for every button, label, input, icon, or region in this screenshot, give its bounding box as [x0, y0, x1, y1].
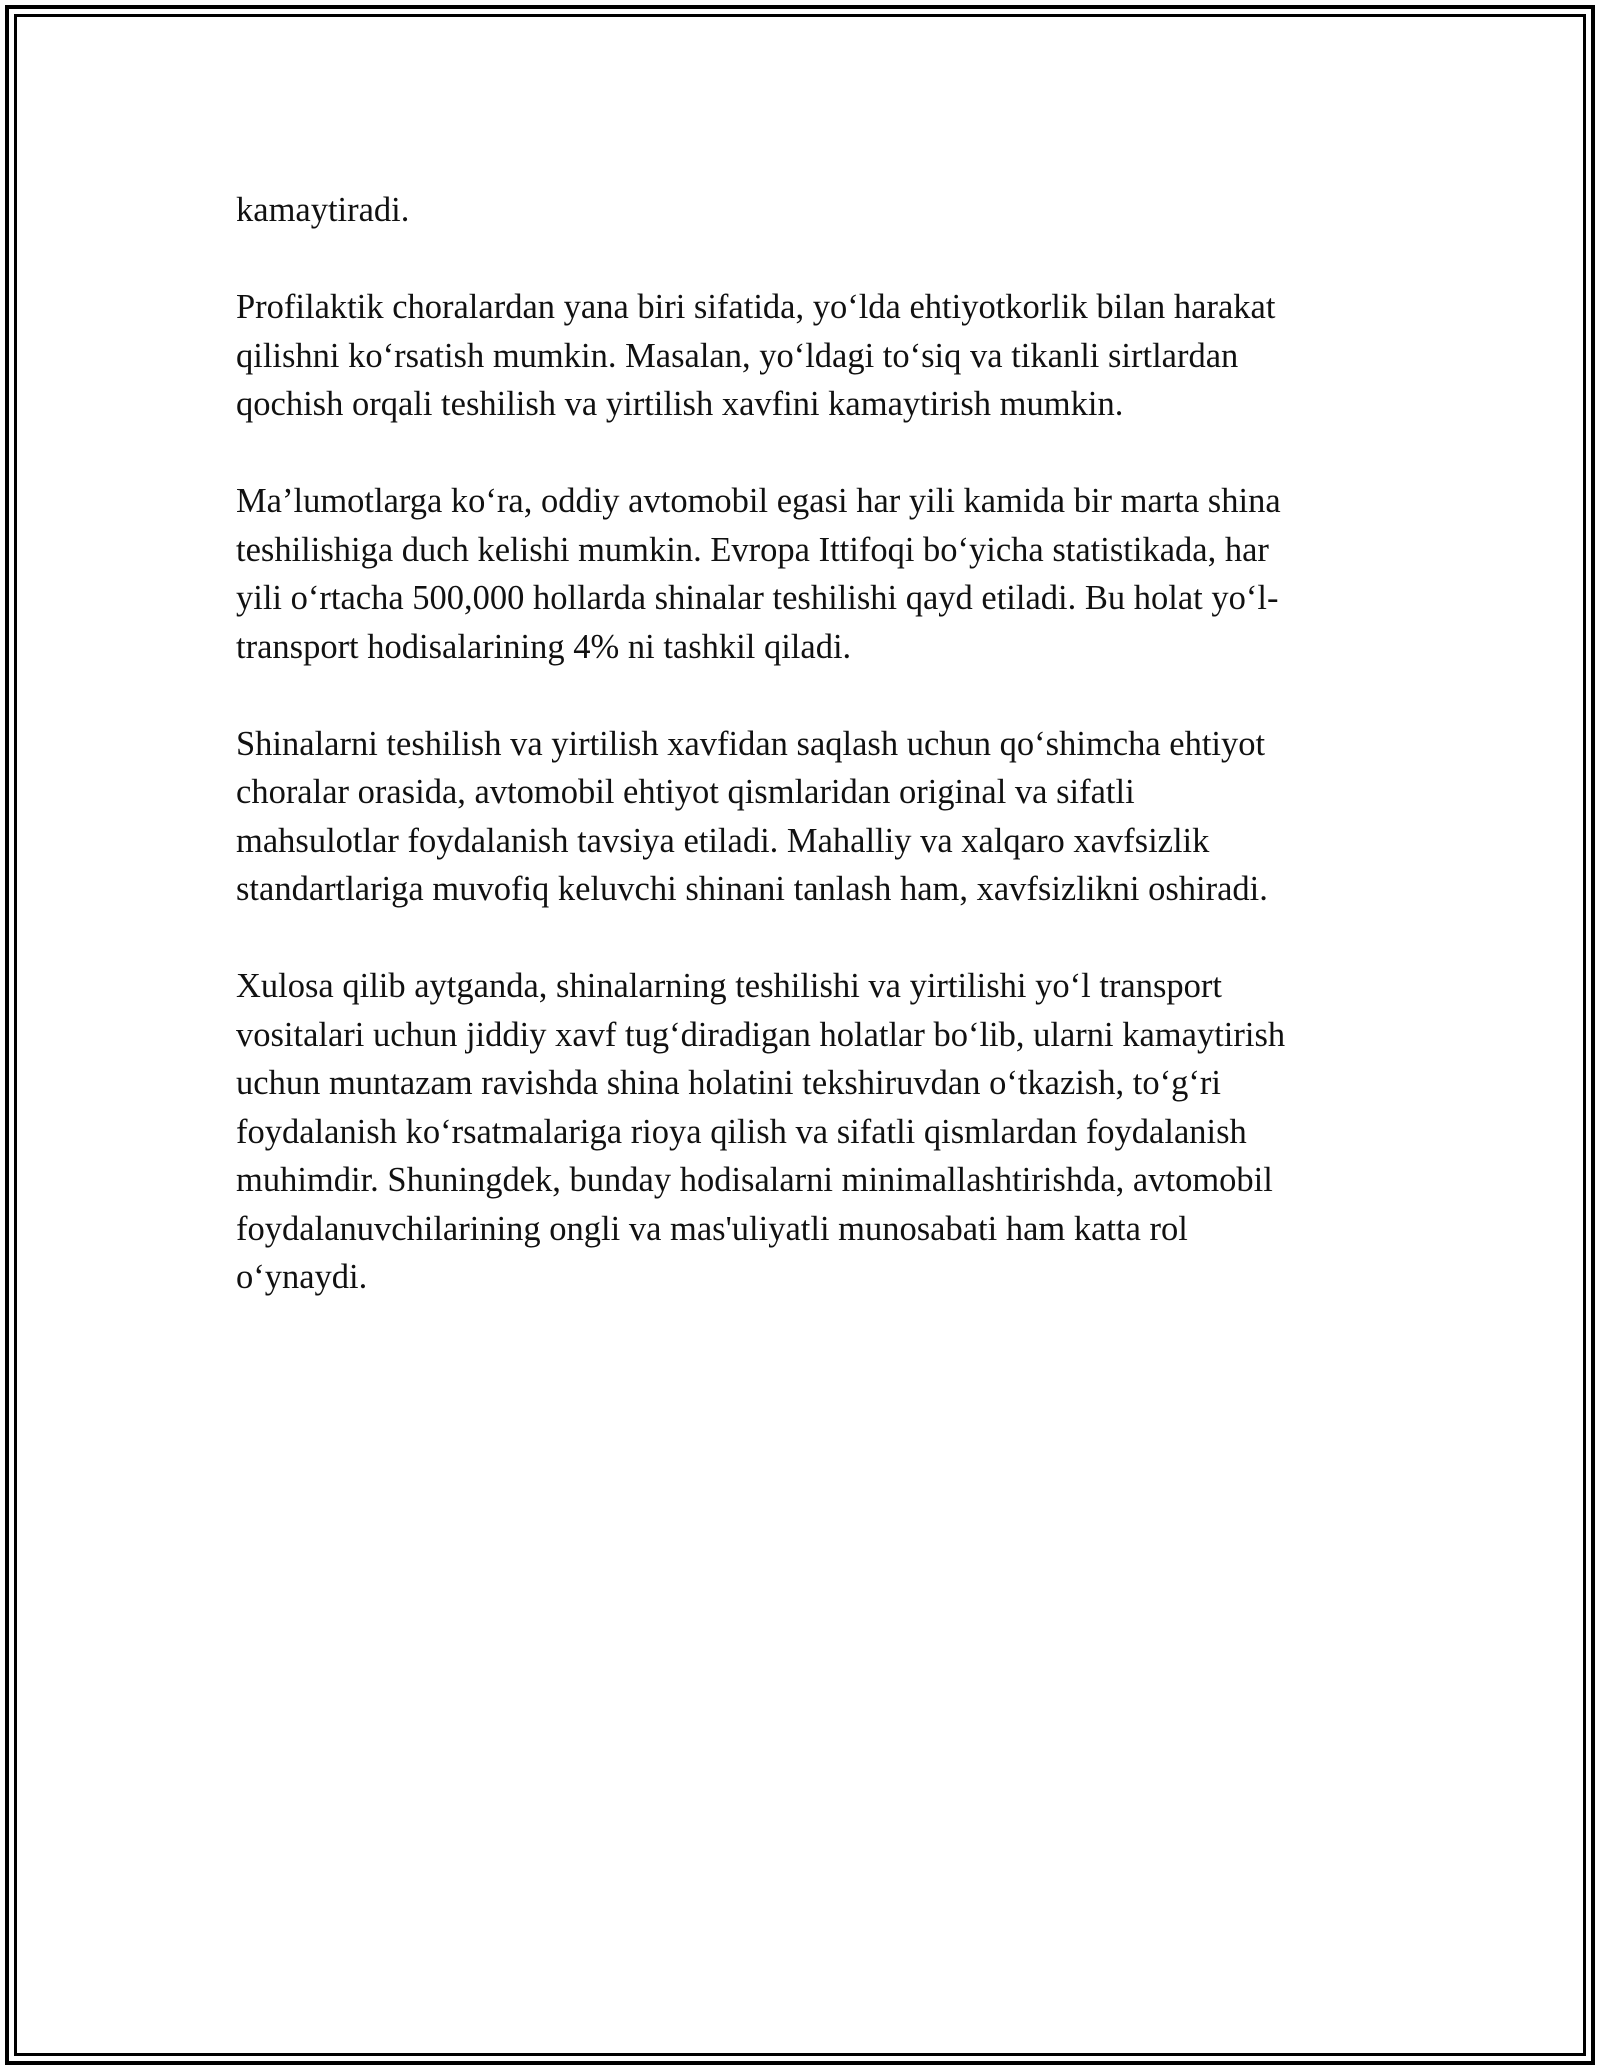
text-line: qochish orqali teshilish va yirtilish xavfini kamaytirish mumkin.	[236, 385, 1124, 423]
text-line: foydalanuvchilarining ongli va mas'uliyatli munosabati ham katta rol	[236, 1209, 1188, 1248]
text-line: Ma’lumotlarga ko‘ra, oddiy avtomobil egasi har yili kamida bir marta shina	[236, 482, 1281, 520]
paragraph-2	[236, 283, 1366, 429]
paragraph-3	[236, 477, 1366, 671]
text-line: foydalanish ko‘rsatmalariga rioya qilish va sifatli qismlardan foydalanish	[236, 1112, 1247, 1151]
text-line: kamaytiradi.	[236, 191, 410, 229]
text-line: mahsulotlar foydalanish tavsiya etiladi. Mahalliy va xalqaro xavfsizlik	[236, 821, 1210, 860]
text-line: o‘ynaydi.	[236, 1258, 368, 1296]
text-line: choralar orasida, avtomobil ehtiyot qismlaridan original va sifatli	[236, 773, 1135, 811]
text-line: yili o‘rtacha 500,000 hollarda shinalar teshilishi qayd etiladi. Bu holat yo‘l-	[236, 579, 1279, 617]
text-line: teshilishiga duch kelishi mumkin. Evropa Ittifoqi bo‘yicha statistikada, har	[236, 530, 1269, 569]
text-line: uchun muntazam ravishda shina holatini tekshiruvdan o‘tkazish, to‘g‘ri	[236, 1064, 1221, 1102]
document-body	[236, 186, 1366, 1350]
text-line: Shinalarni teshilish va yirtilish xavfidan saqlash uchun qo‘shimcha ehtiyot	[236, 724, 1266, 763]
text-line: Xulosa qilib aytganda, shinalarning teshilishi va yirtilishi yo‘l transport	[236, 967, 1222, 1005]
paragraph-5	[236, 962, 1366, 1302]
text-line: Profilaktik choralardan yana biri sifatida, yo‘lda ehtiyotkorlik bilan harakat	[236, 288, 1276, 326]
text-line: qilishni ko‘rsatish mumkin. Masalan, yo‘ldagi to‘siq va tikanli sirtlardan	[236, 336, 1239, 375]
text-line: standartlariga muvofiq keluvchi shinani tanlash ham, xavfsizlikni oshiradi.	[236, 870, 1268, 908]
text-line: transport hodisalarining 4% ni tashkil qiladi.	[236, 627, 852, 666]
paragraph-4	[236, 720, 1366, 914]
text-line: vositalari uchun jiddiy xavf tug‘diradigan holatlar bo‘lib, ularni kamaytirish	[236, 1015, 1286, 1054]
paragraph-1	[236, 186, 1366, 235]
text-line: muhimdir. Shuningdek, bunday hodisalarni minimallashtirishda, avtomobil	[236, 1161, 1273, 1199]
